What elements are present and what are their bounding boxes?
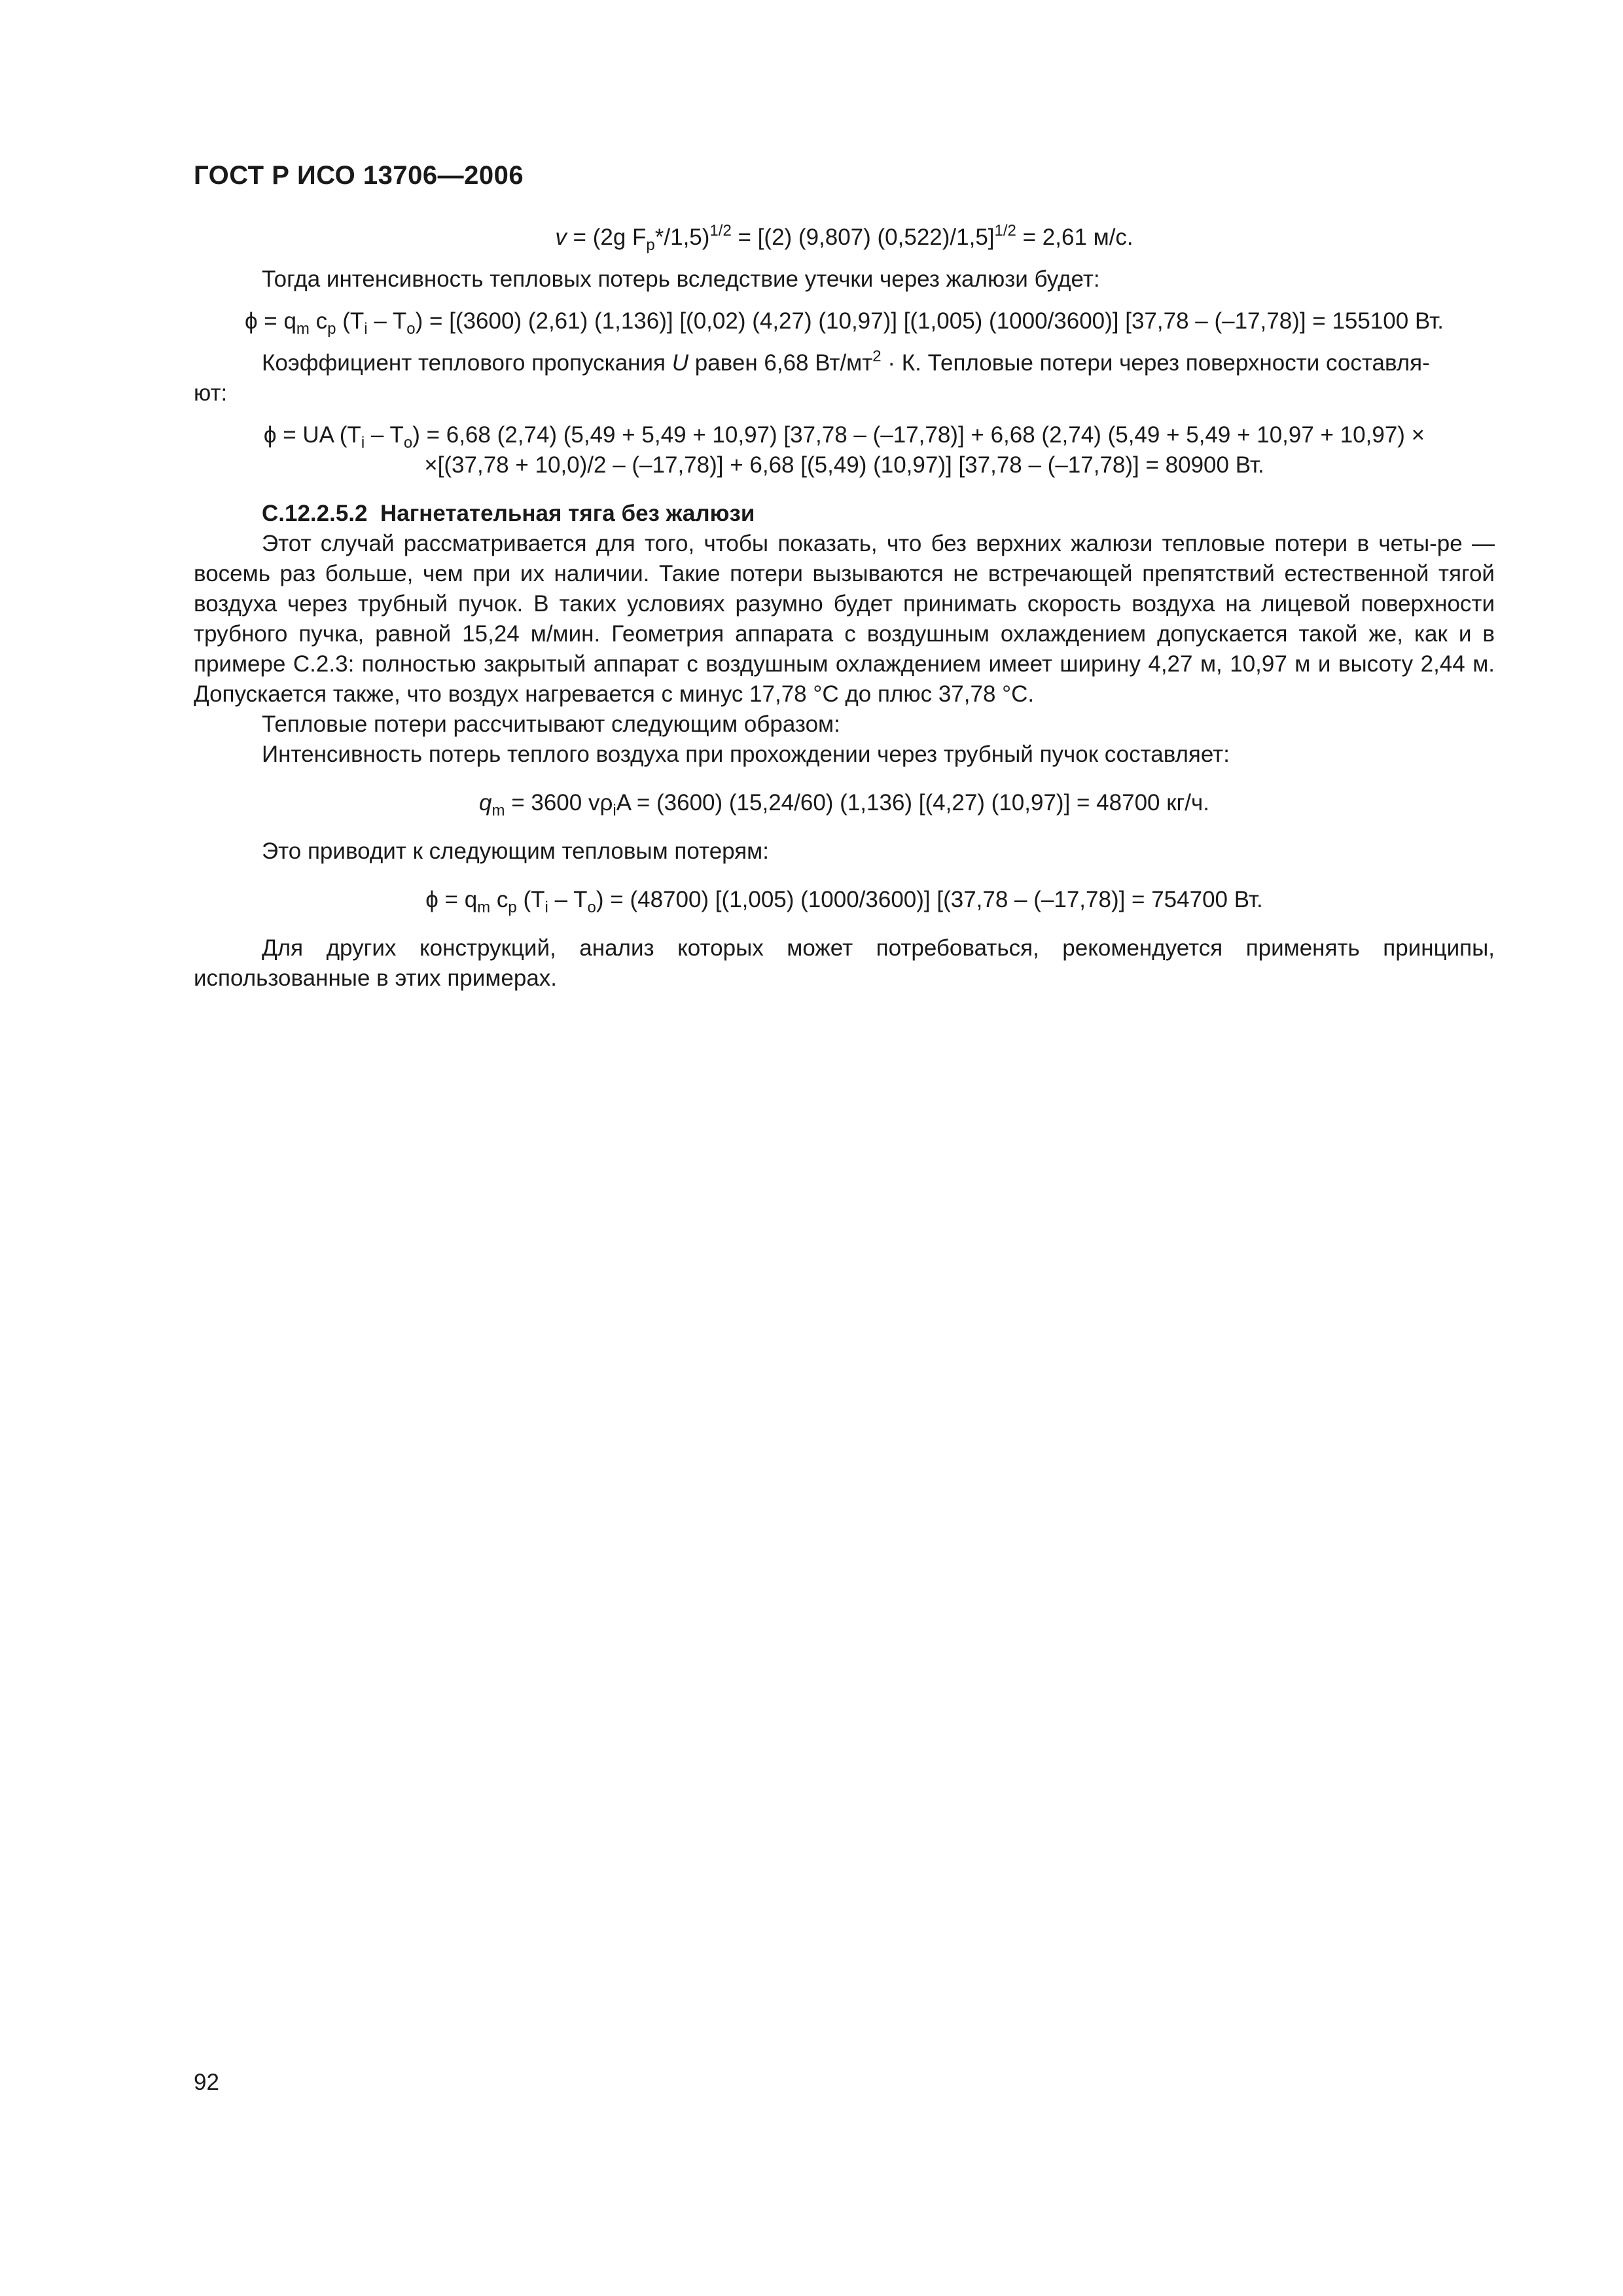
document-header: ГОСТ Р ИСО 13706—2006: [194, 161, 524, 190]
paragraph-leak-intro: Тогда интенсивность тепловых потерь вследствие утечки через жалюзи будет:: [262, 266, 1100, 292]
section-heading: С.12.2.5.2 Нагнетательная тяга без жалюзи: [262, 501, 755, 526]
paragraph-final: Для других конструкций, анализ которых может потребоваться, рекомендуется применять принципы, использованные в этих примерах.: [194, 935, 1495, 991]
formula-surface-loss-line1: ϕ = UA $(T_i - T_o) = 6,68$ (2,74) (5,49 + 5,49 + 10,97) [37,78 – (–17,78)] + 6,68 (2,74) (5,49 + 5,49 + 10,97 + 10,97) ×: [263, 422, 1425, 452]
paragraph-result-intro: Это приводит к следующим тепловым потерям:: [262, 838, 769, 864]
paragraph-coefficient-cont: ют:: [194, 380, 228, 406]
paragraph-calc-intro: Тепловые потери рассчитывают следующим образом:: [262, 711, 840, 737]
page-content: [194, 223, 1495, 994]
formula-heat-loss: $\phi = q_m$ $c_p$ $(T_i - T_o) = (48700)$ [(1,005) (1000/3600)] [(37,78 – (–17,78)] = 754700 Вт.: [425, 887, 1263, 916]
paragraph-coefficient: Коэффициент теплового пропускания U равен 6,68 $Вт/мт^2 \cdot К$. Тепловые потери через поверхности составля-: [262, 348, 1430, 376]
page-number: 92: [194, 2070, 219, 2095]
formula-velocity: v = (2g $F_p*/1,5)^{1/2} = [(2)$ (9,807) (0,522)/1,5]$^{1/2}$ = 2,61 м/с.: [555, 222, 1133, 254]
formula-mass-flow: $q_m = 3600$ $v\rho_iA = (3600)$ (15,24/60) (1,136) [(4,27) (10,97)] = 48700 кг/ч.: [479, 790, 1209, 819]
paragraph-case: Этот случай рассматривается для того, чтобы показать, что без верхних жалюзи тепловые потери в четы-ре — восемь раз больше, чем при их наличии. Такие потери вызываются не встречающей препятствий естественной тягой воздуха через трубный пучок. В таких условиях разумно будет принимать скорость воздуха на лицевой поверхности трубного пучка, равной 15,24 м/мин. Геометрия аппарата с воздушным охлаждением допускается такой же, как и в примере С.2.3: полностью закрытый аппарат с воздушным охлаждением имеет ширину 4,27 м, 10,97 м и высоту 2,44 м. Допускается также, что воздух нагревается с минус 17,78 °С до плюс 37,78 °С.: [194, 531, 1495, 707]
formula-leak-loss: $\phi = q_m$ $c_p$ $(T_i - T_o) = [(3600)$ (2,61) (1,136)] [(0,02) (4,27) (10,97)] [(1,005) (1000/3600)] [37,78 – (–17,78)] = 155100 Вт.: [244, 308, 1444, 338]
paragraph-air-intro: Интенсивность потерь теплого воздуха при прохождении через трубный пучок составляет:: [262, 742, 1230, 767]
formula-surface-loss-line2: ×[(37,78 + 10,0)/2 – (–17,78)] + 6,68 [(5,49) (10,97)] [37,78 – (–17,78)] = 80900 Вт.: [424, 452, 1264, 478]
